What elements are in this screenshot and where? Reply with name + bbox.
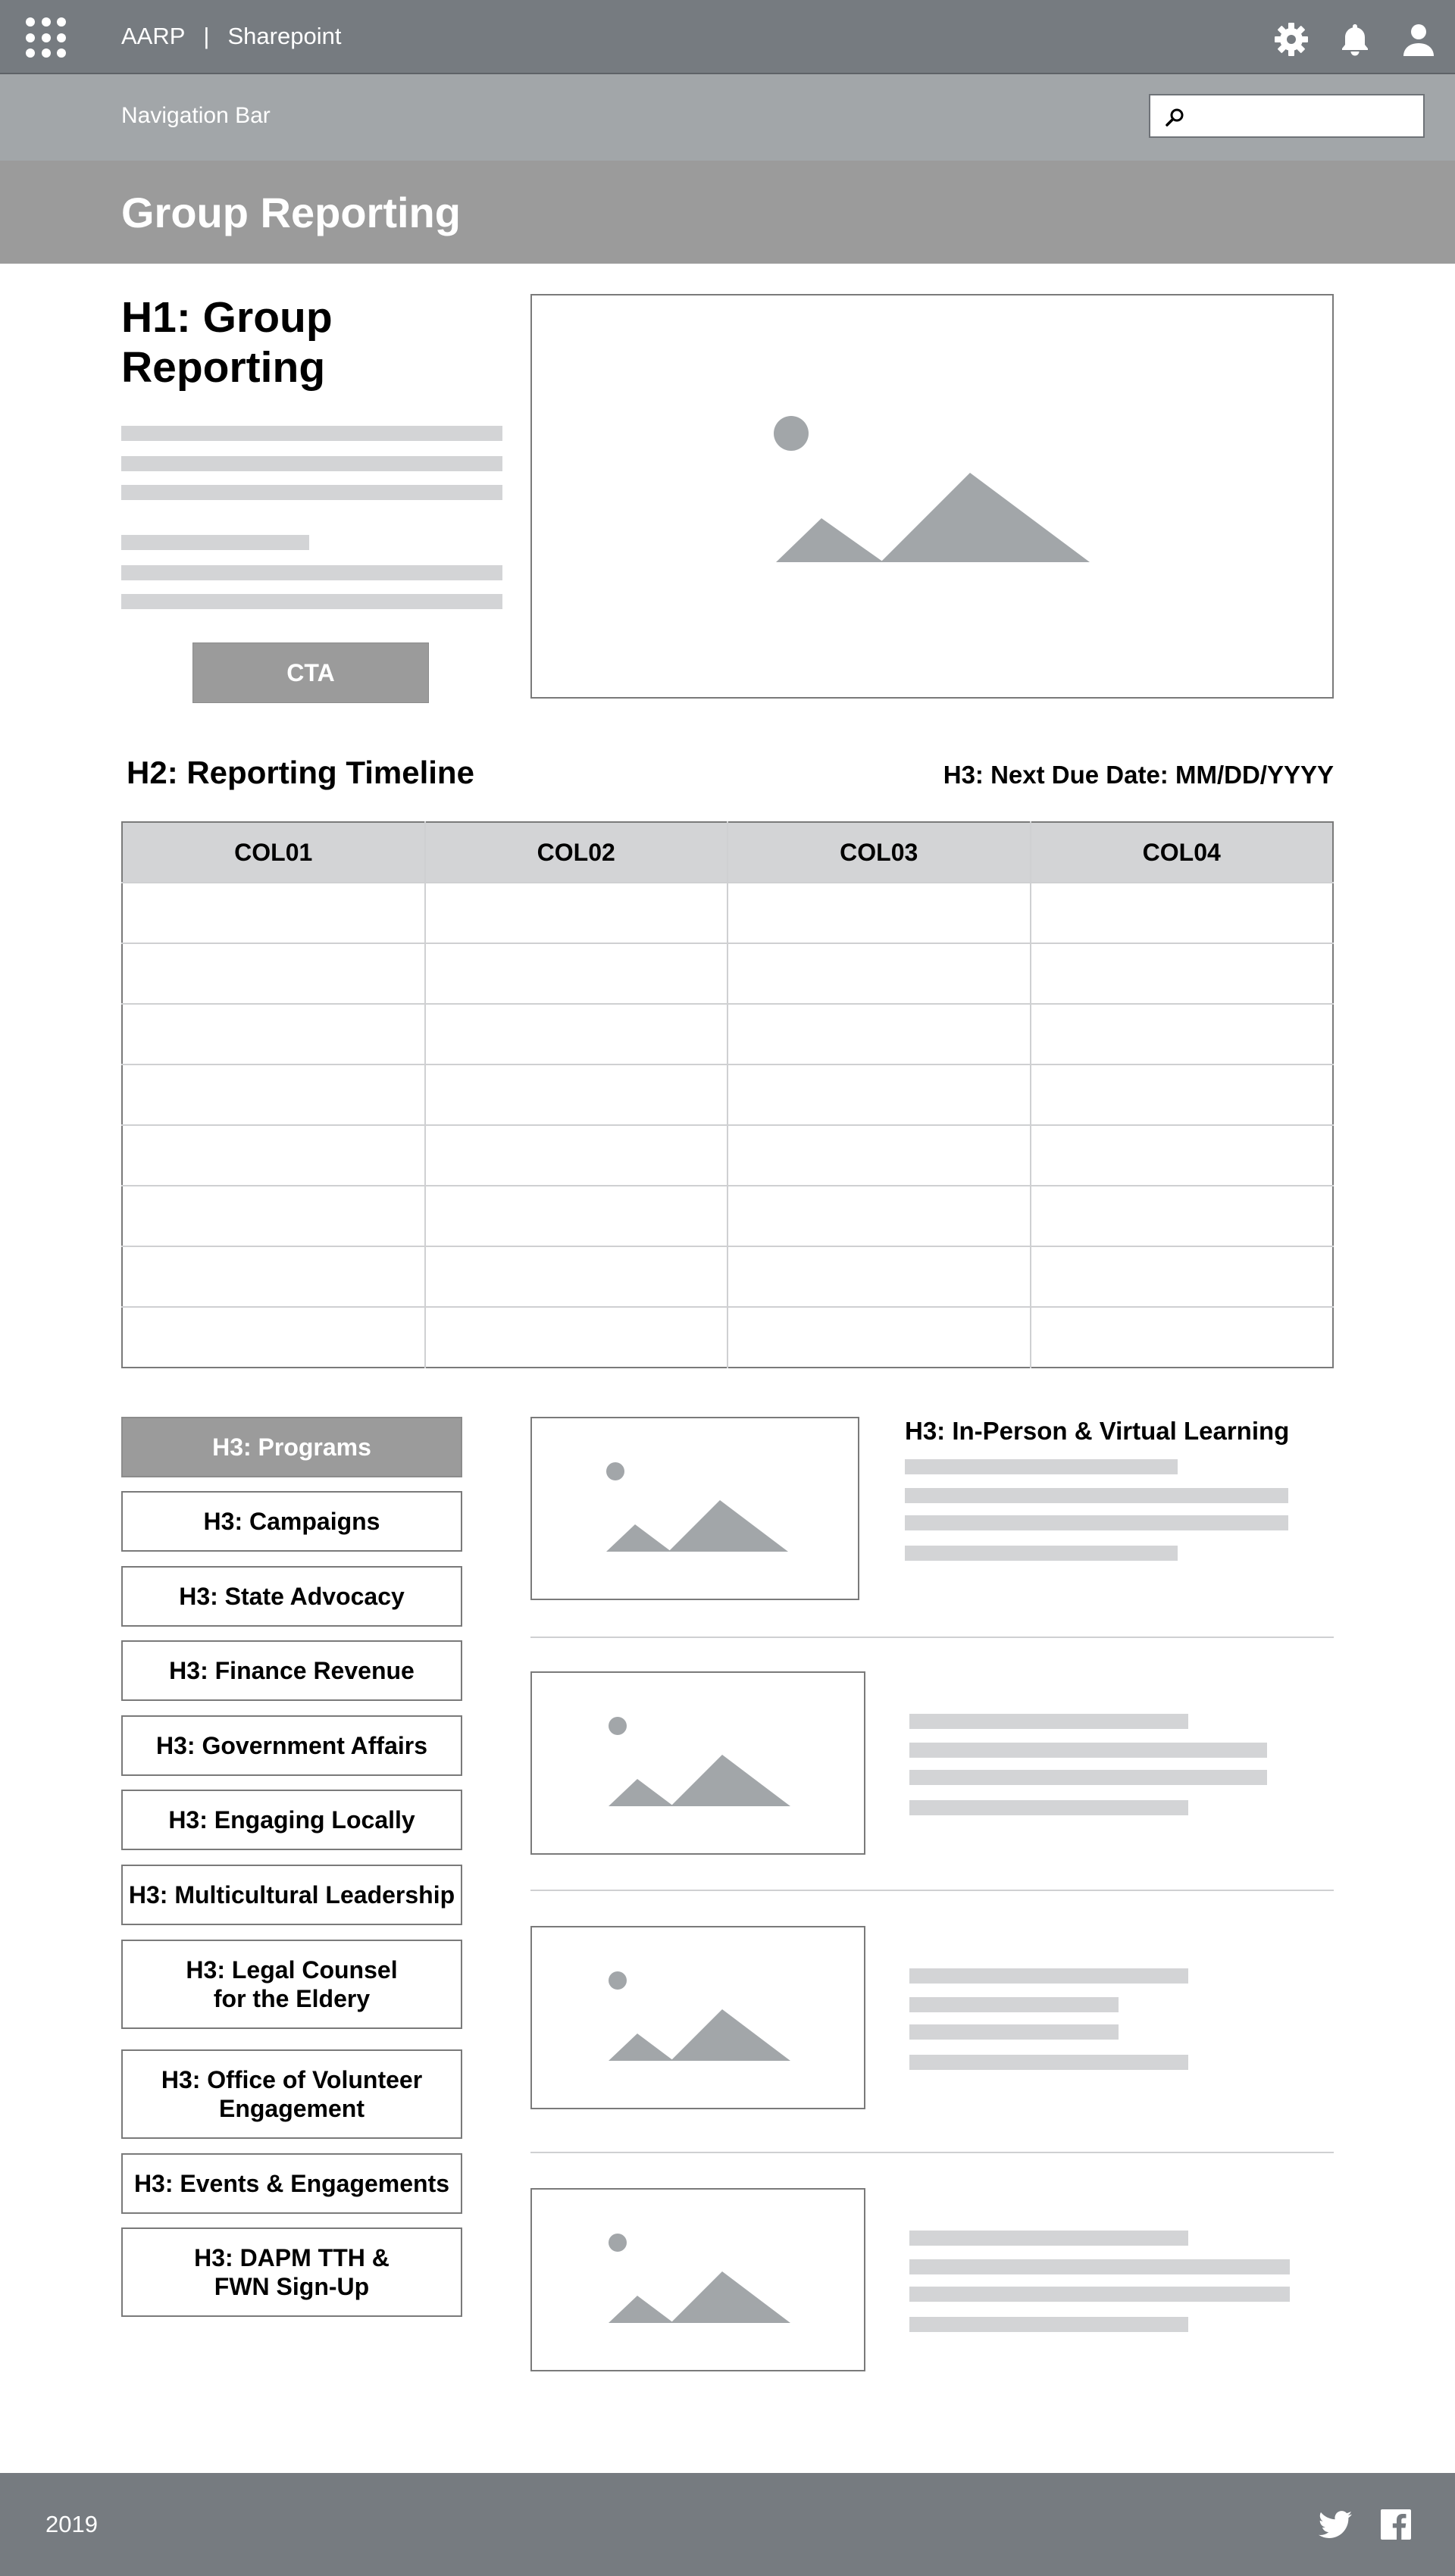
facebook-icon[interactable]	[1378, 2506, 1414, 2543]
page-heading: H1: Group Reporting	[121, 293, 333, 392]
brand-separator: |	[203, 23, 210, 49]
table-cell	[425, 1307, 728, 1368]
page-banner	[0, 161, 1455, 264]
menu-item-multicultural-leadership[interactable]: H3: Multicultural Leadership	[121, 1865, 462, 1925]
card-divider	[530, 2152, 1334, 2153]
image-placeholder-icon	[608, 2234, 791, 2324]
text-placeholder-line	[909, 2231, 1188, 2246]
table-cell	[425, 1186, 728, 1246]
table-cell	[425, 1064, 728, 1125]
reporting-timeline-table	[121, 821, 1334, 1368]
next-due-date: H3: Next Due Date: MM/DD/YYYY	[943, 761, 1334, 789]
column-header[interactable]: COL03	[728, 822, 1031, 883]
twitter-icon[interactable]	[1317, 2506, 1353, 2543]
menu-item-events-engagements[interactable]: H3: Events & Engagements	[121, 2153, 462, 2214]
menu-item-programs[interactable]: H3: Programs	[121, 1417, 462, 1477]
search-box[interactable]	[1149, 94, 1425, 138]
table-cell	[1031, 883, 1334, 943]
gear-icon[interactable]	[1273, 21, 1310, 58]
text-placeholder-line	[909, 1770, 1267, 1785]
table-cell	[425, 1125, 728, 1186]
text-placeholder-line	[909, 2317, 1188, 2332]
text-placeholder-line	[905, 1488, 1288, 1503]
table-cell	[1031, 1307, 1334, 1368]
table-cell	[122, 883, 425, 943]
card-divider	[530, 1637, 1334, 1638]
table-row	[122, 1064, 1333, 1125]
menu-item-volunteer-engagement[interactable]: H3: Office of Volunteer Engagement	[121, 2049, 462, 2139]
text-placeholder-line	[909, 2055, 1188, 2070]
card-image[interactable]	[530, 1671, 865, 1855]
table-cell	[122, 1186, 425, 1246]
table-cell	[728, 1064, 1031, 1125]
table-cell	[425, 883, 728, 943]
image-placeholder-icon	[773, 415, 1091, 567]
brand-name[interactable]: AARP	[121, 23, 186, 49]
table-cell	[122, 1004, 425, 1064]
text-placeholder-line	[905, 1459, 1178, 1474]
table-cell	[728, 883, 1031, 943]
card-title[interactable]: H3: In-Person & Virtual Learning	[905, 1417, 1290, 1445]
table-row	[122, 1125, 1333, 1186]
table-row	[122, 1004, 1333, 1064]
table-row	[122, 943, 1333, 1004]
top-bar	[0, 0, 1455, 74]
table-cell	[1031, 1186, 1334, 1246]
text-placeholder-line	[121, 565, 502, 580]
search-input[interactable]	[1194, 100, 1414, 132]
image-placeholder-icon	[608, 1717, 791, 1808]
text-placeholder-line	[909, 1800, 1188, 1815]
table-row	[122, 1186, 1333, 1246]
menu-item-campaigns[interactable]: H3: Campaigns	[121, 1491, 462, 1552]
column-header[interactable]: COL02	[425, 822, 728, 883]
table-row	[122, 1246, 1333, 1307]
brand	[121, 23, 341, 50]
table-cell	[425, 1246, 728, 1307]
text-placeholder-line	[121, 426, 502, 441]
hero-image	[530, 294, 1334, 699]
menu-item-government-affairs[interactable]: H3: Government Affairs	[121, 1715, 462, 1776]
menu-item-finance-revenue[interactable]: H3: Finance Revenue	[121, 1640, 462, 1701]
table-cell	[728, 1004, 1031, 1064]
image-placeholder-icon	[606, 1462, 788, 1553]
footer	[0, 2473, 1455, 2576]
text-placeholder-line	[905, 1546, 1178, 1561]
menu-item-state-advocacy[interactable]: H3: State Advocacy	[121, 1566, 462, 1627]
text-placeholder-line	[909, 2024, 1119, 2040]
table-cell	[122, 943, 425, 1004]
text-placeholder-line	[121, 456, 502, 471]
table-cell	[728, 1125, 1031, 1186]
text-placeholder-line	[121, 535, 309, 550]
navigation-bar	[0, 74, 1455, 161]
cta-button[interactable]: CTA	[192, 642, 429, 703]
text-placeholder-line	[121, 485, 502, 500]
card-divider	[530, 1890, 1334, 1891]
search-icon[interactable]	[1164, 106, 1187, 129]
card-image[interactable]	[530, 1926, 865, 2109]
app-launcher-icon[interactable]	[26, 17, 67, 58]
table-cell	[1031, 1125, 1334, 1186]
table-cell	[122, 1307, 425, 1368]
table-cell	[728, 1186, 1031, 1246]
app-name[interactable]: Sharepoint	[227, 23, 342, 49]
text-placeholder-line	[121, 594, 502, 609]
footer-year: 2019	[45, 2511, 98, 2537]
table-header-row	[122, 822, 1333, 883]
table-cell	[1031, 943, 1334, 1004]
column-header[interactable]: COL01	[122, 822, 425, 883]
navigation-bar-label: Navigation Bar	[121, 103, 271, 128]
menu-item-legal-counsel[interactable]: H3: Legal Counsel for the Eldery	[121, 1940, 462, 2029]
table-cell	[1031, 1064, 1334, 1125]
text-placeholder-line	[909, 2259, 1290, 2274]
reporting-timeline-heading: H2: Reporting Timeline	[127, 755, 474, 790]
table-row	[122, 883, 1333, 943]
table-cell	[1031, 1004, 1334, 1064]
table-cell	[728, 943, 1031, 1004]
image-placeholder-icon	[608, 1971, 791, 2062]
table-cell	[728, 1307, 1031, 1368]
text-placeholder-line	[909, 1714, 1188, 1729]
text-placeholder-line	[909, 1997, 1119, 2012]
table-cell	[122, 1064, 425, 1125]
card-image[interactable]	[530, 1417, 859, 1600]
menu-item-dapm-sign-up[interactable]: H3: DAPM TTH & FWN Sign-Up	[121, 2227, 462, 2317]
table-cell	[1031, 1246, 1334, 1307]
menu-item-engaging-locally[interactable]: H3: Engaging Locally	[121, 1790, 462, 1850]
table-cell	[122, 1125, 425, 1186]
card-image[interactable]	[530, 2188, 865, 2371]
column-header[interactable]: COL04	[1031, 822, 1334, 883]
table-cell	[122, 1246, 425, 1307]
text-placeholder-line	[909, 2287, 1290, 2302]
table-row	[122, 1307, 1333, 1368]
table-cell	[425, 943, 728, 1004]
table-cell	[728, 1246, 1031, 1307]
text-placeholder-line	[905, 1515, 1288, 1530]
header-actions	[1273, 21, 1437, 58]
table-cell	[425, 1004, 728, 1064]
bell-icon[interactable]	[1337, 21, 1373, 58]
banner-title: Group Reporting	[121, 189, 461, 236]
user-icon[interactable]	[1400, 21, 1437, 58]
text-placeholder-line	[909, 1743, 1267, 1758]
text-placeholder-line	[909, 1968, 1188, 1984]
